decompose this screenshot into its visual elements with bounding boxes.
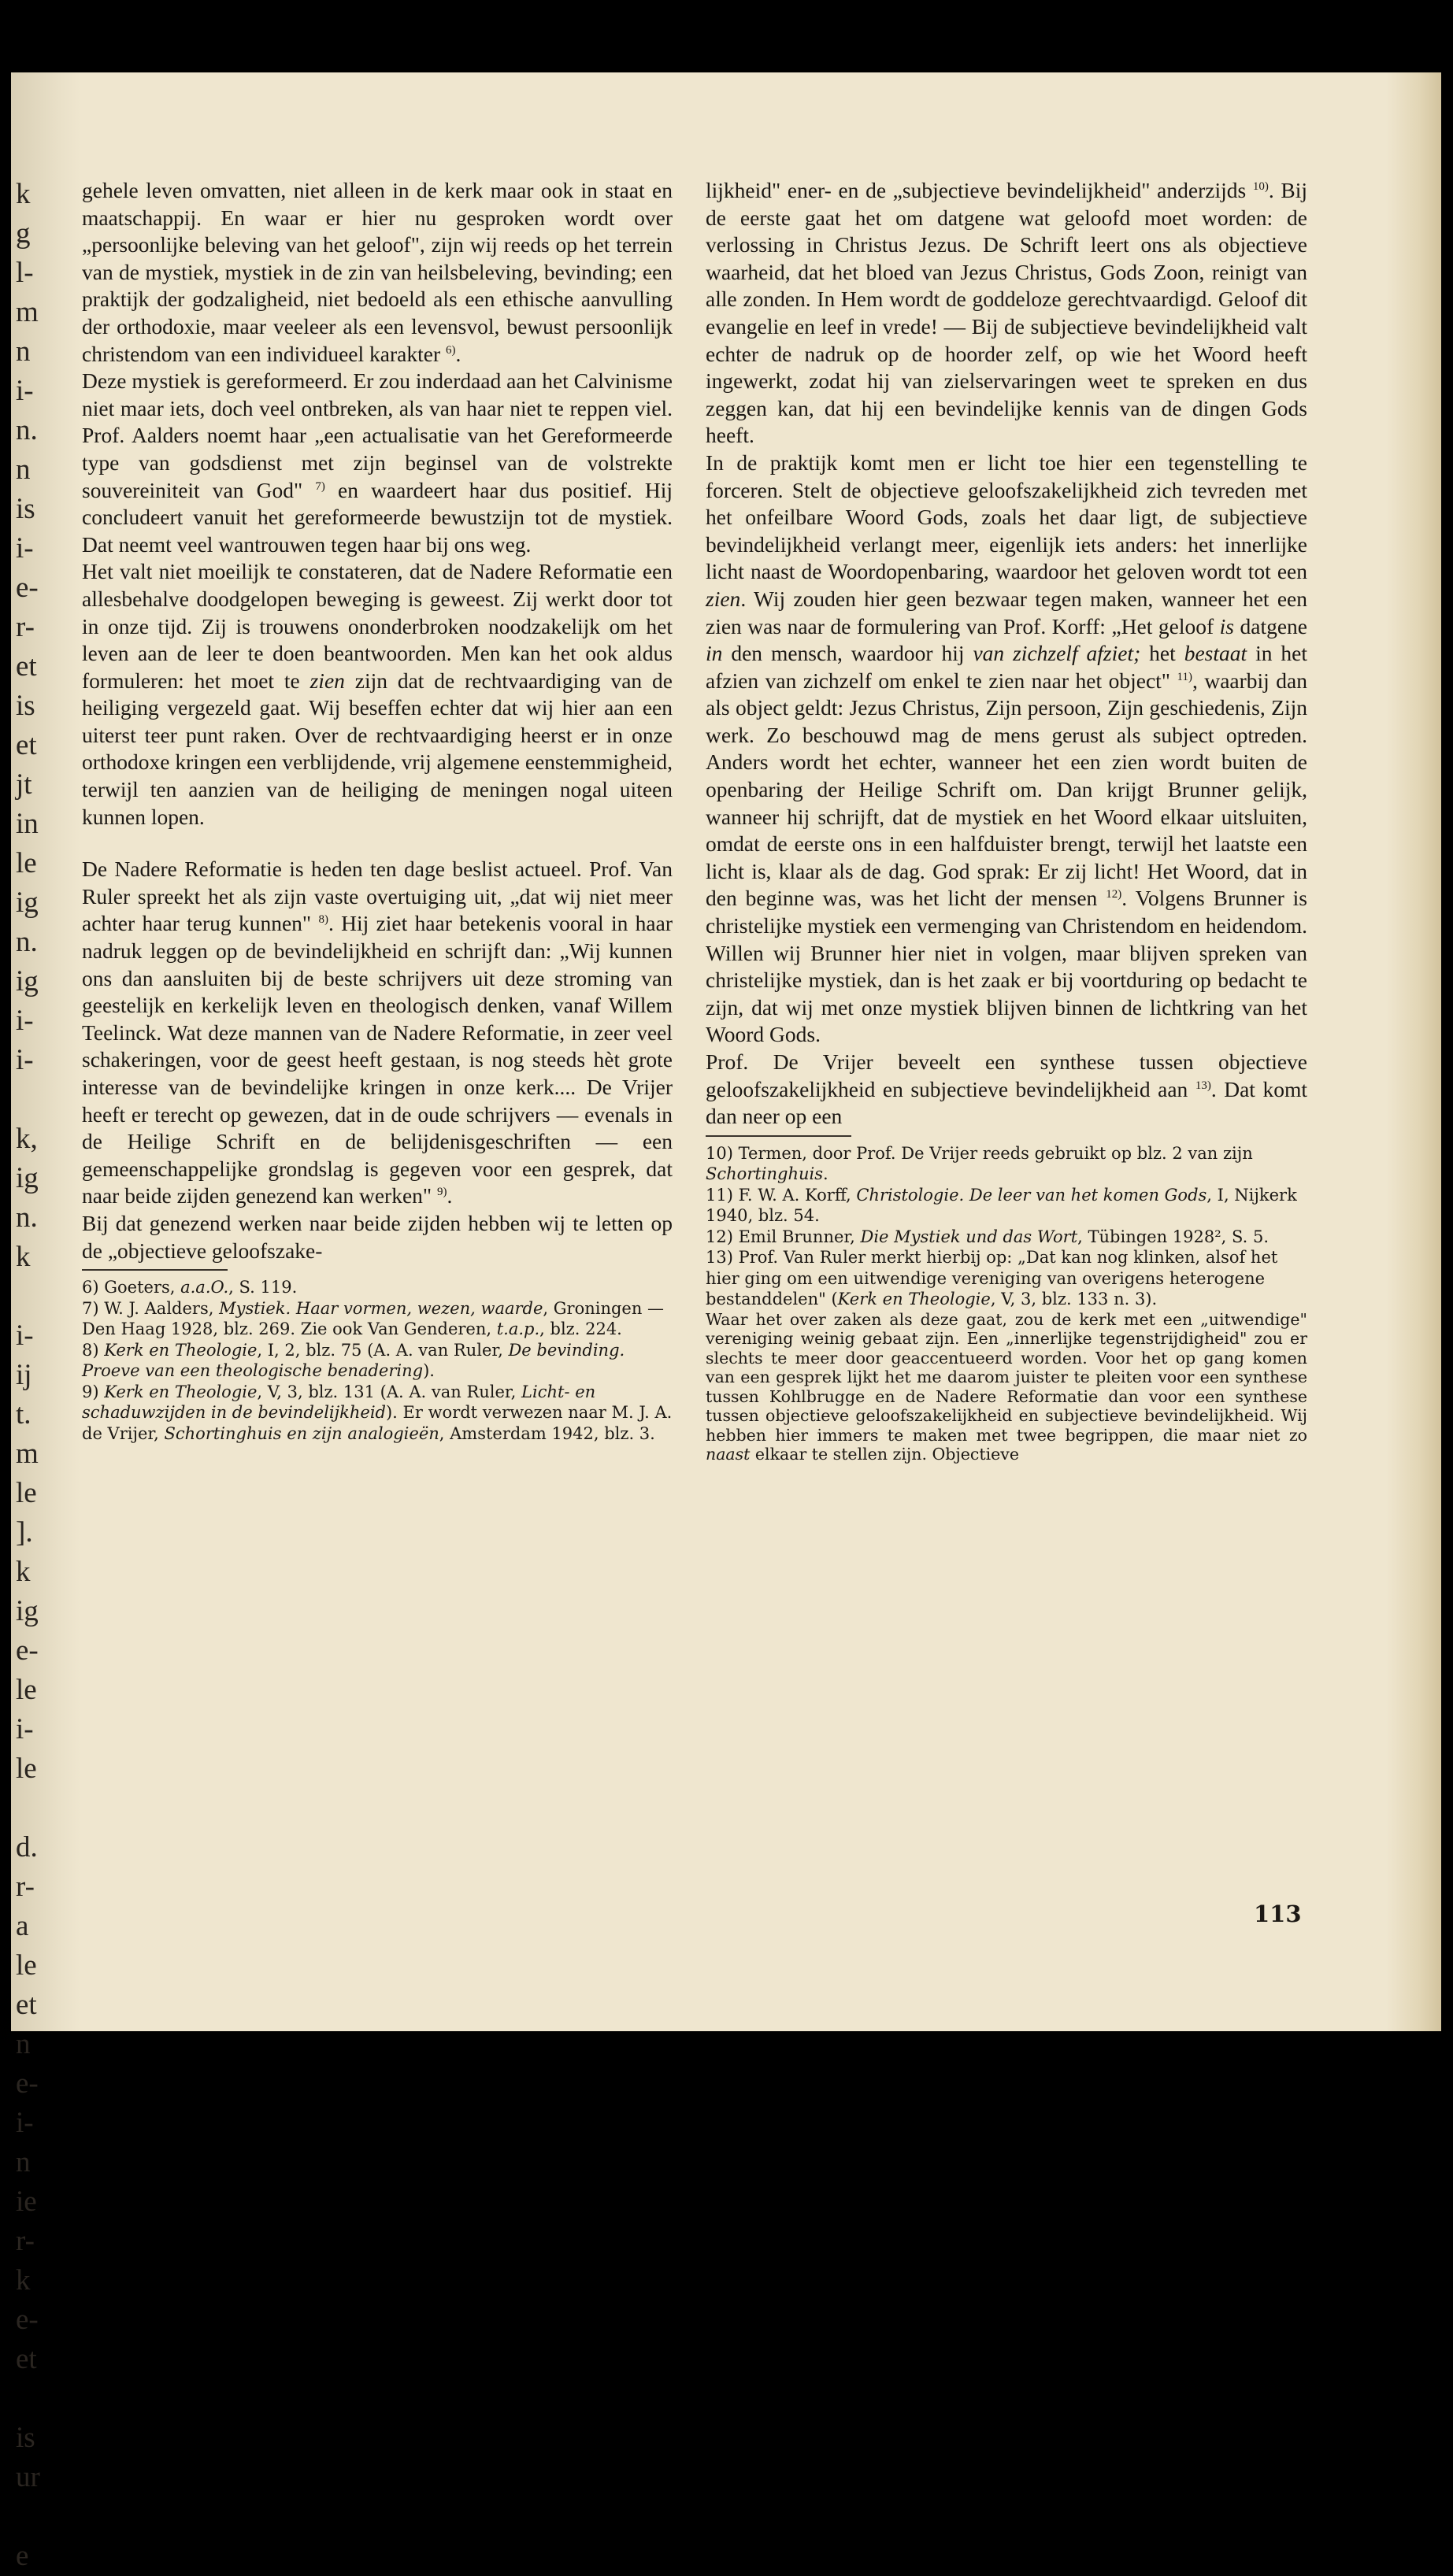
italic-text: Die Mystiek und das Wort xyxy=(860,1227,1078,1246)
text-run: , V, 3, blz. 131 (A. A. van Ruler, xyxy=(257,1382,522,1401)
edge-fragment: i- xyxy=(16,1005,34,1037)
italic-text: Mystiek. Haar vormen, wezen, waarde xyxy=(219,1298,543,1318)
footnote-ref: 7) xyxy=(315,479,325,493)
text-run: en waardeert haar dus positief. Hij concludeert vanuit het gereformeerde bewustzijn tot de mystiek. Dat neemt veel wantrouwen tegen haar bij ons weg. xyxy=(82,477,673,557)
footnote-ref: 6) xyxy=(445,343,456,357)
edge-fragment: ig xyxy=(16,1595,39,1627)
text-run: 13) Prof. Van Ruler merkt hierbij op: „Dat kan nog klinken, alsof het hier ging om een uitwendige vereniging van overigens heterogene bestanddelen" ( xyxy=(706,1248,1278,1309)
left-footnotes xyxy=(82,1277,673,1444)
edge-fragment: le xyxy=(16,1477,37,1509)
edge-fragment: le xyxy=(16,1674,37,1706)
paragraph xyxy=(82,1210,673,1264)
edge-fragment xyxy=(11,2379,80,2419)
edge-fragment: le xyxy=(16,1949,37,1982)
edge-fragment: k xyxy=(16,1241,31,1273)
edge-fragment: e xyxy=(16,2540,29,2572)
text-run: Waar het over zaken als deze gaat, zou de kerk met een „uitwendige" vereniging weinig gebaat zijn. Een „innerlijke tegenstrijdigheid" zou er slechts te meer door geaccentueerd worden. Voor het op gang komen van een gesprek lijkt het me daarom juister te pleiten voor een synthese tussen Kohlbrugge en de Nadere Reformatie dan voor een synthese tussen objectieve geloofszakelijkheid en subjectieve bevindelijkheid. Wij hebben hier immers te maken met twee begrippen, die maar niet zo xyxy=(706,1309,1307,1445)
text-run: In de praktijk komt men er licht toe hier een tegenstelling te forceren. Stelt de objectieve geloofszakelijkheid zich tevreden met het onfeilbare Woord Gods, zoals het daar ligt, de subjectieve bevindelijkheid verlangt meer, eigenlijk iets anders: het innerlijke licht naast de Woordopenbaring, waardoor het geloven wordt tot een xyxy=(706,450,1307,584)
footnote-ref: 11) xyxy=(1177,670,1192,683)
edge-fragment: g xyxy=(16,217,31,250)
edge-fragment: et xyxy=(16,650,37,683)
left-column xyxy=(82,177,673,1444)
right-column xyxy=(706,177,1307,1464)
edge-fragment: n xyxy=(16,335,31,368)
edge-fragment: a xyxy=(16,1910,29,1942)
footnote-ref: 12) xyxy=(1106,888,1122,901)
footnote xyxy=(706,1247,1307,1310)
edge-fragment: et xyxy=(16,2343,37,2375)
text-run: ). Er wordt verwezen naar M. J. A. de Vrijer, xyxy=(82,1403,673,1443)
text-run: Deze mystiek is gereformeerd. Er zou inderdaad aan het Calvinisme niet maar iets, doch veel ontbreken, als van haar niet te reppen viel. Prof. Aalders noemt haar „een actualisatie van het Gereformeerde type van godsdienst met zijn beginsel van de volstrekte souvereiniteit van God" xyxy=(82,368,673,502)
edge-fragment: m xyxy=(16,296,39,328)
edge-fragment: i- xyxy=(16,532,34,564)
italic-text: zien xyxy=(310,668,345,693)
edge-fragment: ie xyxy=(16,2186,37,2218)
page-number: 113 xyxy=(1254,1901,1302,1927)
edge-fragment xyxy=(11,1080,80,1120)
book-page xyxy=(11,72,1441,2572)
left-body xyxy=(82,177,673,1264)
paragraph xyxy=(706,450,1307,1049)
text-run: het xyxy=(1140,641,1184,666)
italic-text: van zichzelf afziet; xyxy=(973,641,1141,666)
italic-text: naast xyxy=(706,1445,751,1464)
edge-fragment: le xyxy=(16,847,37,879)
text-run: . xyxy=(823,1164,828,1184)
footnote-ref: 13) xyxy=(1195,1079,1211,1092)
text-run: . Wij zouden hier geen bezwaar tegen maken, wanneer het een zien was naar de formulering van Prof. Korff: „Het geloof xyxy=(706,586,1307,638)
edge-fragment: i- xyxy=(16,375,34,407)
text-run: . Dat komt dan neer op een xyxy=(706,1076,1307,1129)
edge-fragment: i- xyxy=(16,1319,34,1352)
edge-fragment: e- xyxy=(16,1634,39,1667)
text-run: , Tübingen 1928², S. 5. xyxy=(1077,1227,1270,1246)
text-run: 7) W. J. Aalders, xyxy=(82,1298,220,1318)
italic-text: a.a.O. xyxy=(180,1278,229,1297)
edge-fragment: n xyxy=(16,453,31,486)
text-run: . Hij ziet haar betekenis vooral in haar nadruk leggen op de bevindelijkheid en schrijft dan: „Wij kunnen ons dan aansluiten bij de beste schrijvers uit deze stroming van geestelijk en kerkelijk leven en theologisch denken, vanaf Willem Teelinck. Wat deze mannen van de Nadere Reformatie, in zeer veel schakeringen, voor de geest heeft gestaan, is nog steeds hèt grote interesse van de bevindelijke kringen in onze kerk.... De Vrijer heeft er terecht op gewezen, dat in de oude schrijvers — evenals in de Heilige Schrift en de belijdenisgeschriften — een gemeenschappelijke grondslag is gegeven voor een gesprek, dat naar beide zijden genezend kan werken" xyxy=(82,911,673,1208)
edge-fragment: t. xyxy=(16,1398,32,1430)
footnote xyxy=(82,1340,673,1382)
text-run: datgene xyxy=(1233,613,1308,638)
text-run: De Nadere Reformatie is heden ten dage beslist actueel. Prof. Van Ruler spreekt het als zijn vaste overtuiging uit, „dat wij niet meer achter haar terug kunnen" xyxy=(82,857,673,936)
italic-text: Schortinghuis en zijn analogieën xyxy=(164,1423,439,1443)
text-run: Het valt niet moeilijk te constateren, dat de Nadere Reformatie een allesbehalve doodgelopen beweging is geweest. Zij werkt door tot in onze tijd. Zij is trouwens ononderbroken noodzakelijk om het leven aan de leer te doen beantwoorden. Men kan het ook aldus formuleren: het moet te xyxy=(82,559,673,693)
text-run: 12) Emil Brunner, xyxy=(706,1227,861,1246)
text-run: 8) xyxy=(82,1340,105,1360)
text-run: . xyxy=(455,341,461,366)
text-run: . Bij de eerste gaat het om datgene wat geloofd moet worden: de verlossing in Christus Jezus. De Schrift leert ons als objectieve waarheid, dat het bloed van Jezus Christus, Gods Zoon, reinigt van alle zonden. In Hem wordt de goddeloze gerechtvaardigd. Geloof dit evangelie en leef in vrede! — Bij de subjectieve bevindelijkheid valt echter de nadruk op de hoorder zelf, op wie het Woord heeft ingewerkt, zodat hij van zielservaringen weet te spreken en dus zeggen kan, dat hij een bevindelijke kennis van de dingen Gods heeft. xyxy=(706,178,1307,448)
italic-text: Kerk en Theologie xyxy=(837,1290,991,1309)
previous-page-edge xyxy=(11,72,80,2572)
edge-fragment: is xyxy=(16,690,35,722)
edge-fragment: n xyxy=(16,2028,31,2060)
italic-text: Kerk en Theologie xyxy=(104,1340,258,1360)
edge-fragment: r- xyxy=(16,1871,35,1903)
italic-text: Kerk en Theologie xyxy=(104,1382,258,1401)
paragraph xyxy=(82,177,673,368)
edge-fragment: e- xyxy=(16,572,39,604)
edge-fragment: n. xyxy=(16,926,38,958)
italic-text: in xyxy=(706,641,723,666)
edge-fragment: le xyxy=(16,1752,37,1785)
footnote xyxy=(706,1143,1307,1185)
edge-fragment: et xyxy=(16,1989,37,2021)
edge-fragment: k xyxy=(16,1556,31,1588)
text-run: , Amsterdam 1942, blz. 3. xyxy=(439,1423,655,1443)
text-run: , I, 2, blz. 75 (A. A. van Ruler, xyxy=(257,1340,509,1360)
footnote-rule xyxy=(706,1135,851,1137)
footnote xyxy=(706,1227,1307,1248)
italic-text: zien xyxy=(706,586,741,611)
text-run: 11) F. W. A. Korff, xyxy=(706,1185,857,1205)
edge-fragment: ur xyxy=(16,2461,40,2493)
edge-fragment: ig xyxy=(16,1162,39,1194)
edge-fragment xyxy=(11,2497,80,2537)
text-run: . xyxy=(447,1183,453,1208)
edge-fragment: i- xyxy=(16,1713,34,1745)
text-run: 9) xyxy=(82,1382,105,1401)
right-footnotes xyxy=(706,1143,1307,1464)
edge-fragment: d. xyxy=(16,1831,38,1864)
edge-fragment: in xyxy=(16,808,39,840)
text-run: elkaar te stellen zijn. Objectieve xyxy=(750,1445,1020,1464)
edge-fragment: ig xyxy=(16,965,39,997)
text-run: zijn dat de rechtvaardiging van de heiliging vergezeld gaat. Wij beseffen echter dat wij hier aan een uiterst teer punt raken. Over de rechtvaardiging heerst er in onze orthodoxe kringen een verblijdende, vrij algemene eenstemmigheid, terwijl ten aanzien van de heiliging de meningen nogal uiteen kunnen lopen. xyxy=(82,668,673,829)
paragraph xyxy=(82,368,673,558)
footnote xyxy=(706,1185,1307,1227)
edge-fragment: n xyxy=(16,2146,31,2178)
edge-fragment: k xyxy=(16,178,31,210)
edge-fragment xyxy=(11,1277,80,1316)
paragraph xyxy=(706,1049,1307,1131)
text-run: in het afzien van zichzelf om enkel te zien naar het object" xyxy=(706,641,1307,693)
book-spine-shadow xyxy=(1386,72,1441,2031)
text-run: Bij dat genezend werken naar beide zijden hebben wij te letten op de „objectieve geloofszake- xyxy=(82,1210,673,1263)
text-run: gehele leven omvatten, niet alleen in de kerk maar ook in staat en maatschappij. En waar er hier nu gesproken wordt over „persoonlijke beleving van het geloof", zijn wij reeds op het terrein van de mystiek, mystiek in de zin van heilsbeleving, bevinding; een praktijk der godzaligheid, niet bedoeld als een ethische aanvulling der orthodoxie, maar veeleer als een levensvol, bewust persoonlijk christendom van een individueel karakter xyxy=(82,178,673,366)
edge-fragment: is xyxy=(16,493,35,525)
text-run: , S. 119. xyxy=(228,1278,298,1297)
text-run: , I, Nijkerk 1940, blz. 54. xyxy=(706,1185,1297,1226)
text-run: 6) Goeters, xyxy=(82,1278,181,1297)
text-run: , Groningen — Den Haag 1928, blz. 269. Zie ook Van Genderen, xyxy=(82,1298,665,1339)
edge-fragment: n. xyxy=(16,414,38,446)
text-run: , waarbij dan als object geldt: Jezus Christus, Zijn persoon, Zijn geschiedenis, Zijn werk. Zo beschouwd mag de mens gerust als subject optreden. Anders wordt het echter, wanneer het een zien wordt buiten de openbaring der Heilige Schrift om. Dan krijgt Brunner gelijk, wanneer hij schrijft, dat de mystiek en het Woord elkaar uitsluiten, omdat de eerste ons in een halfduister brengt, terwijl het laatste een licht is, klaar als de dag. God sprak: Er zij licht! Het Woord, dat in den beginne was, was het licht der mensen xyxy=(706,668,1307,911)
text-run: lijkheid" ener- en de „subjectieve bevindelijkheid" anderzijds xyxy=(706,178,1253,202)
footnote xyxy=(82,1277,673,1298)
edge-fragment: jt xyxy=(16,768,32,801)
footnote-ref: 8) xyxy=(318,913,328,927)
footnote xyxy=(706,1310,1307,1464)
italic-text: t.a.p. xyxy=(496,1319,540,1339)
edge-fragment: k xyxy=(16,2264,31,2297)
italic-text: De bevinding. Proeve van een theologische benadering xyxy=(82,1340,625,1381)
right-body xyxy=(706,177,1307,1131)
paragraph xyxy=(706,177,1307,450)
edge-fragment: m xyxy=(16,1438,39,1470)
edge-fragment: k, xyxy=(16,1123,38,1155)
edge-fragment: is xyxy=(16,2422,35,2454)
edge-fragment: i- xyxy=(16,2107,34,2139)
paragraph xyxy=(82,558,673,831)
edge-fragment: r- xyxy=(16,2225,35,2257)
edge-fragment: r- xyxy=(16,611,35,643)
italic-text: is xyxy=(1219,613,1234,638)
paragraph xyxy=(82,856,673,1210)
footnote-ref: 10) xyxy=(1252,180,1269,193)
paragraph-gap xyxy=(82,831,673,856)
text-run: den mensch, waardoor hij xyxy=(722,641,973,666)
italic-text: Schortinghuis xyxy=(706,1164,824,1184)
edge-fragment: i- xyxy=(16,1044,34,1076)
italic-text: bestaat xyxy=(1184,641,1247,666)
text-run: ). xyxy=(423,1361,435,1381)
footnote-rule xyxy=(82,1269,228,1271)
text-run: , V, 3, blz. 133 n. 3). xyxy=(990,1290,1158,1309)
edge-fragment: ]. xyxy=(16,1516,33,1549)
edge-fragment: e- xyxy=(16,2304,39,2336)
edge-fragment xyxy=(11,1789,80,1828)
footnote xyxy=(82,1298,673,1340)
footnote-ref: 9) xyxy=(437,1186,447,1199)
italic-text: Licht- en schaduwzijden in de bevindelijkheid xyxy=(82,1382,596,1423)
edge-fragment: ij xyxy=(16,1359,32,1391)
edge-fragment: l- xyxy=(16,257,34,289)
text-run: Prof. De Vrijer beveelt een synthese tussen objectieve geloofszakelijkheid en subjectieve bevindelijkheid aan xyxy=(706,1049,1307,1101)
italic-text: Christologie. De leer van het komen Gods xyxy=(856,1185,1207,1205)
edge-fragment: ig xyxy=(16,886,39,919)
edge-fragment: n. xyxy=(16,1201,38,1234)
footnote xyxy=(82,1382,673,1445)
text-run: . Volgens Brunner is christelijke mystiek een vermenging van Christendom en heidendom. Willen wij Brunner hier niet in volgen, maar blijven spreken van christelijke mystiek, dan is het zaak er bij voortduring op bedacht te zijn, dat wij met onze mystiek blijven binnen de lichtkring van het Woord Gods. xyxy=(706,886,1308,1047)
edge-fragment: e- xyxy=(16,2067,39,2100)
text-run: , blz. 224. xyxy=(539,1319,622,1339)
text-run: 10) Termen, door Prof. De Vrijer reeds gebruikt op blz. 2 van zijn xyxy=(706,1143,1253,1163)
edge-fragment: et xyxy=(16,729,37,761)
